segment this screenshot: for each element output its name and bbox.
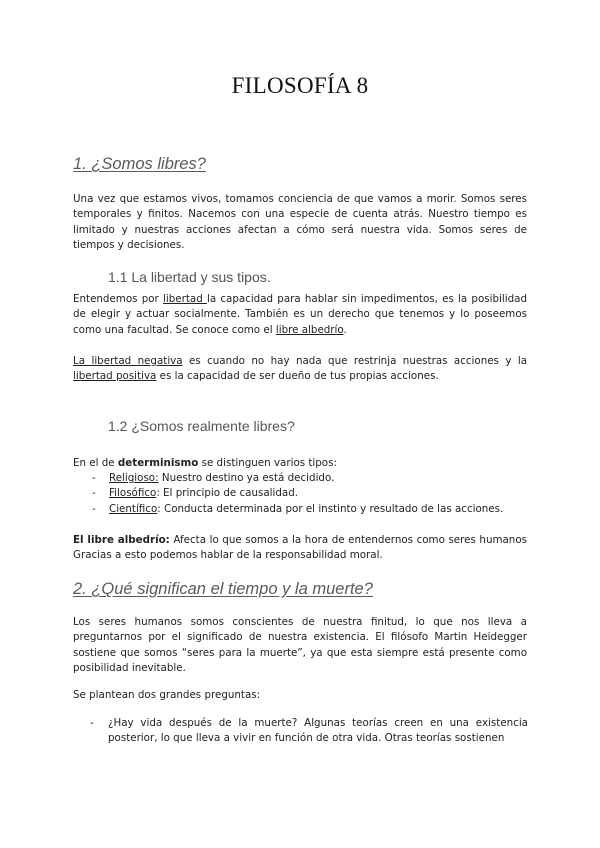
page-title: FILOSOFÍA 8: [231, 73, 369, 98]
text: .: [343, 323, 347, 336]
libre-albedrio-paragraph: [73, 533, 527, 564]
section-1-intro: Una vez que estamos vivos, tomamos conciencia de que vamos a morir. Somos seres temporales y finitos. Nacemos con una especie de cuenta atrás. Nuestro tiempo es limitado y nuestras acciones afectan a cómo será nuestra vida. Somos seres de tiempos y decisiones.: [73, 193, 527, 252]
term-libertad-positiva: libertad positiva: [73, 370, 157, 383]
text: la capacidad para hablar sin impedimentos, es la posibilidad de elegir y actuar socialmente. También es un derecho que tenemos y lo poseemos como una facultad. Se conoce como el: [73, 293, 527, 336]
list-text: ¿Hay vida después de la muerte? Algunas teorías creen en una existencia posterior, lo que lleva a vivir en función de otra vida. Otras teorías sostienen: [108, 717, 528, 745]
term-libre-albedrio: libre albedrío: [275, 323, 344, 336]
text: Entendemos por: [73, 293, 164, 305]
list-text: : Conducta determinada por el instinto y resultado de las acciones.: [157, 502, 504, 515]
section-2-paragraph-2: Se plantean dos grandes preguntas:: [73, 689, 261, 701]
questions-list: [90, 716, 528, 747]
term-determinismo: determinismo: [117, 457, 199, 469]
list-term: Científico: [109, 502, 158, 515]
section-2-paragraph-1: Los seres humanos somos conscientes de nuestra finitud, lo que nos lleva a preguntarnos por el significado de nuestra existencia. El filósofo Martin Heidegger sostiene que somos “seres para la muerte”, ya que esta siempre está presente como posibilidad inevitable.: [73, 616, 527, 675]
term-libertad-negativa: La libertad negativa: [73, 355, 183, 367]
text: Afecta lo que somos a la hora de entendernos como seres humanos Gracias a esto podemos hablar de la responsabilidad moral.: [73, 534, 527, 562]
dash: -: [92, 472, 96, 484]
section-2-heading: 2. ¿Qué significan el tiempo y la muerte?: [73, 580, 373, 598]
text: En el de: [73, 457, 118, 469]
dash: -: [90, 717, 94, 729]
list-term: Religioso:: [109, 472, 159, 484]
section-1-1-heading: 1.1 La libertad y sus tipos.: [108, 269, 271, 285]
list-text: Nuestro destino ya está decidido.: [158, 472, 335, 484]
list-item: [90, 716, 528, 747]
term-libre-albedrio-bold: El libre albedrío:: [73, 534, 170, 546]
section-1-2-heading: 1.2 ¿Somos realmente libres?: [108, 418, 295, 434]
text: es la capacidad de ser dueño de tus propias acciones.: [156, 370, 439, 383]
list-item: [92, 486, 532, 501]
list-item: [92, 502, 532, 517]
dash: -: [92, 487, 96, 500]
dash: -: [92, 502, 96, 515]
term-libertad: libertad: [163, 293, 207, 305]
libertad-types-paragraph: [73, 354, 527, 385]
list-term: Filosófico: [109, 487, 157, 500]
text: es cuando no hay nada que restrinja nuestras acciones y la: [182, 355, 527, 367]
section-1-heading: 1. ¿Somos libres?: [73, 155, 206, 173]
determinismo-list: [92, 471, 532, 517]
libertad-definition-paragraph: [73, 292, 527, 338]
determinismo-lead: [73, 456, 527, 471]
list-text: : El principio de causalidad.: [156, 487, 299, 500]
text: se distinguen varios tipos:: [198, 457, 337, 469]
list-item: [92, 471, 532, 486]
